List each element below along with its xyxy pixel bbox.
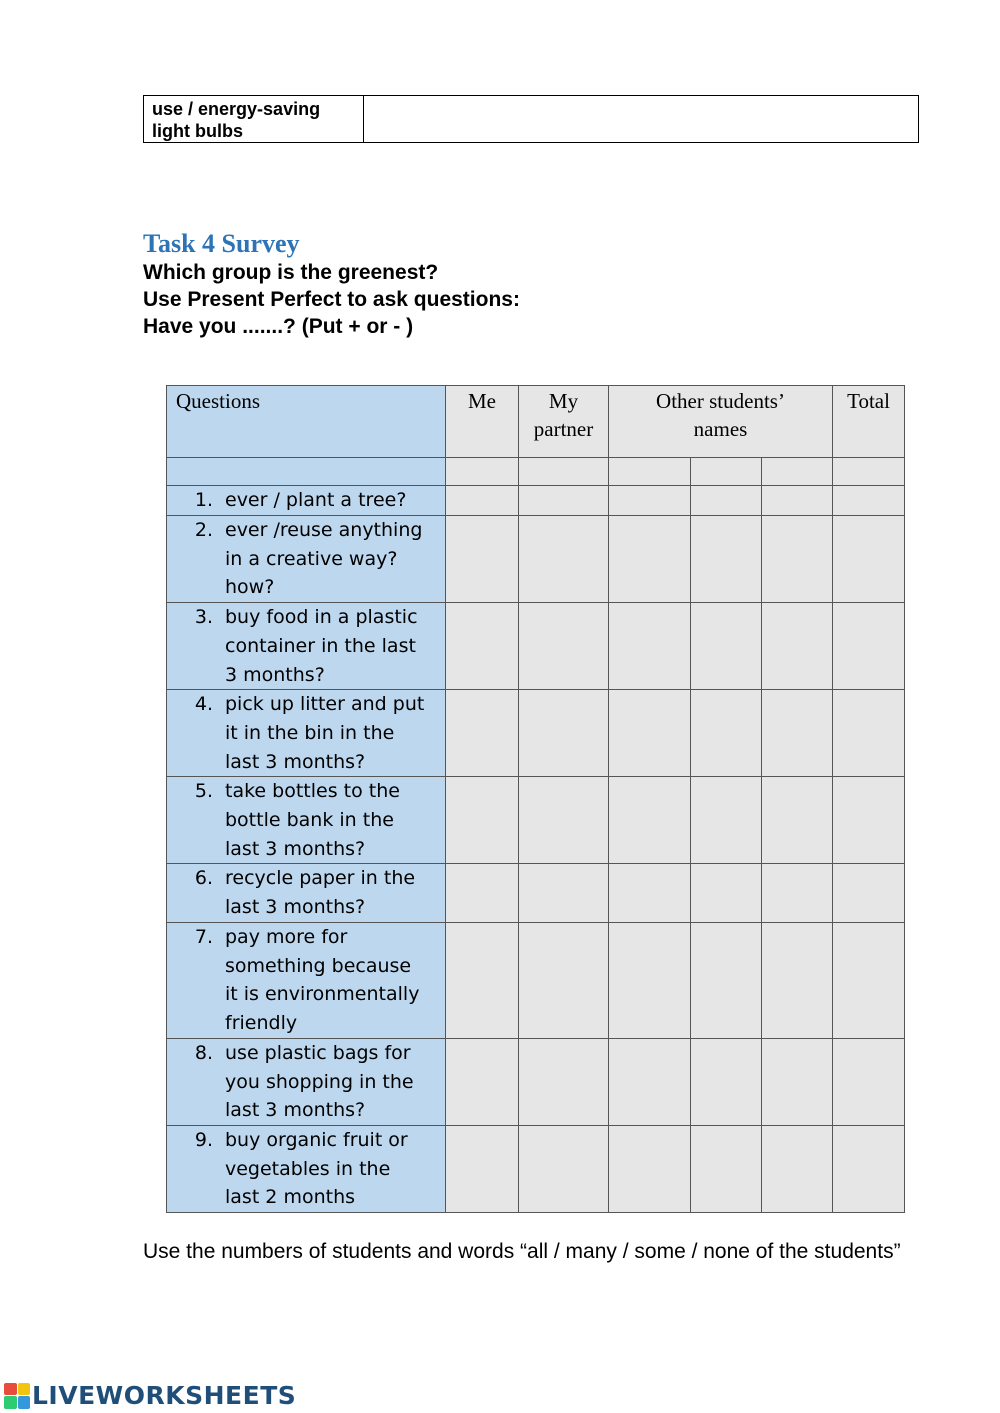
answer-cell[interactable] — [691, 690, 762, 777]
question-text-line: vegetables in the — [225, 1157, 391, 1180]
questions-header-label: Questions — [176, 389, 260, 413]
answer-cell[interactable] — [609, 1125, 691, 1212]
question-row — [167, 864, 905, 922]
answer-cell[interactable] — [609, 690, 691, 777]
answer-cell[interactable] — [833, 922, 905, 1038]
answer-cell[interactable] — [519, 864, 609, 922]
answer-cell[interactable] — [691, 864, 762, 922]
instruction-line-1: Which group is the greenest? — [143, 261, 439, 284]
question-row — [167, 922, 905, 1038]
question-text-line: buy organic fruit or — [225, 1128, 408, 1151]
question-cell — [167, 603, 446, 690]
answer-cell[interactable] — [446, 690, 519, 777]
question-text — [225, 486, 445, 515]
question-text-line: container in the last — [225, 634, 416, 657]
answer-cell[interactable] — [446, 1038, 519, 1125]
question-number: 2. — [194, 519, 213, 541]
instruction-line-3: Have you .......? (Put + or - ) — [143, 315, 414, 338]
answer-cell[interactable] — [833, 603, 905, 690]
total-header — [833, 386, 905, 458]
answer-cell[interactable] — [691, 486, 762, 516]
question-text-line: ever / plant a tree? — [225, 489, 407, 511]
answer-cell[interactable] — [446, 777, 519, 864]
question-text — [225, 690, 445, 776]
question-text-line: use plastic bags for — [225, 1041, 411, 1064]
question-text-line: you shopping in the — [225, 1070, 414, 1093]
question-text — [225, 603, 445, 689]
answer-cell[interactable] — [519, 1125, 609, 1212]
answer-cell[interactable] — [762, 1038, 833, 1125]
question-text-line: last 2 months — [225, 1186, 356, 1209]
question-text-line: 3 months? — [225, 663, 325, 686]
answer-cell[interactable] — [762, 864, 833, 922]
answer-cell[interactable] — [446, 603, 519, 690]
question-text-line: it in the bin in the — [225, 721, 395, 744]
question-text-line: it is environmentally — [225, 983, 420, 1006]
task-title: Task 4 Survey — [143, 229, 300, 258]
partner-header-label: My — [548, 389, 579, 413]
question-text-line: how? — [225, 576, 275, 599]
answer-cell[interactable] — [609, 864, 691, 922]
question-text-line: friendly — [225, 1011, 298, 1034]
logo-block — [4, 1396, 17, 1409]
student-name-cell[interactable] — [691, 458, 762, 486]
liveworksheets-logo — [4, 1381, 296, 1410]
other-students-header-label: Other students’ — [656, 389, 785, 413]
question-cell — [167, 690, 446, 777]
answer-cell[interactable] — [519, 777, 609, 864]
answer-cell[interactable] — [833, 458, 905, 486]
question-row — [167, 603, 905, 690]
previous-table-last-row — [143, 95, 919, 143]
answer-cell[interactable] — [609, 922, 691, 1038]
question-number: 6. — [194, 867, 213, 890]
answer-cell[interactable] — [609, 777, 691, 864]
answer-cell[interactable] — [691, 777, 762, 864]
answer-cell[interactable] — [762, 690, 833, 777]
question-number: 5. — [194, 780, 213, 803]
question-text-line: take bottles to the — [225, 780, 400, 803]
answer-cell[interactable] — [833, 516, 905, 603]
question-number: 9. — [194, 1128, 213, 1151]
question-text-line: last 3 months? — [225, 1099, 366, 1122]
answer-cell[interactable] — [762, 603, 833, 690]
answer-cell[interactable] — [609, 603, 691, 690]
question-text-line: in a creative way? — [225, 547, 398, 570]
question-number: 3. — [194, 606, 213, 629]
question-cell — [167, 922, 446, 1038]
question-row — [167, 1125, 905, 1212]
answer-cell[interactable] — [691, 603, 762, 690]
question-cell — [167, 1125, 446, 1212]
header-row — [167, 386, 905, 458]
partner-header-label: partner — [533, 417, 594, 441]
table-cell-answer[interactable] — [364, 96, 918, 142]
answer-cell[interactable] — [691, 1038, 762, 1125]
answer-cell[interactable] — [691, 922, 762, 1038]
question-text — [225, 1039, 445, 1125]
total-header-label: Total — [847, 389, 890, 413]
question-text — [225, 923, 445, 1038]
question-row — [167, 516, 905, 603]
answer-cell[interactable] — [446, 864, 519, 922]
question-number: 7. — [194, 925, 213, 948]
answer-cell[interactable] — [519, 922, 609, 1038]
question-text-line: bottle bank in the — [225, 809, 394, 832]
questions-header — [167, 386, 446, 458]
question-text-line: pay more for — [225, 925, 348, 948]
answer-cell[interactable] — [519, 486, 609, 516]
answer-cell[interactable] — [446, 486, 519, 516]
question-text — [225, 516, 445, 602]
table-cell-label — [144, 96, 364, 142]
logo-block — [4, 1383, 17, 1396]
answer-cell[interactable] — [833, 777, 905, 864]
answer-cell[interactable] — [519, 1038, 609, 1125]
cell-text-line: use / energy-saving — [152, 99, 321, 119]
answer-cell[interactable] — [833, 690, 905, 777]
answer-cell[interactable] — [446, 1125, 519, 1212]
answer-cell[interactable] — [762, 1125, 833, 1212]
answer-cell[interactable] — [833, 1125, 905, 1212]
logo-block — [18, 1383, 31, 1396]
question-number: 8. — [194, 1041, 213, 1064]
answer-cell[interactable] — [833, 486, 905, 516]
names-row — [167, 458, 905, 486]
answer-cell[interactable] — [691, 1125, 762, 1212]
question-cell — [167, 486, 446, 516]
answer-cell[interactable] — [691, 516, 762, 603]
student-name-cell[interactable] — [609, 458, 691, 486]
answer-cell[interactable] — [762, 516, 833, 603]
answer-cell[interactable] — [519, 516, 609, 603]
answer-cell[interactable] — [609, 486, 691, 516]
answer-cell[interactable] — [446, 516, 519, 603]
question-text — [225, 864, 445, 921]
footer-instruction: Use the numbers of students and words “all / many / some / none of the students” — [143, 1240, 901, 1263]
question-text-line: recycle paper in the — [225, 867, 416, 890]
student-name-cell[interactable] — [762, 458, 833, 486]
answer-cell[interactable] — [519, 603, 609, 690]
question-number: 1. — [194, 489, 213, 511]
question-row — [167, 777, 905, 864]
question-text — [225, 1126, 445, 1212]
logo-text: LIVEWORKSHEETS — [32, 1381, 297, 1410]
other-students-header-label: names — [693, 417, 748, 441]
logo-block — [18, 1396, 31, 1409]
question-text-line: last 3 months? — [225, 896, 366, 919]
question-text-line: something because — [225, 954, 412, 977]
question-text-line: buy food in a plastic — [225, 606, 418, 629]
answer-cell[interactable] — [762, 777, 833, 864]
question-text-line: ever /reuse anything — [225, 519, 423, 541]
logo-icon — [4, 1383, 30, 1409]
answer-cell[interactable] — [762, 486, 833, 516]
answer-cell[interactable] — [609, 516, 691, 603]
question-row — [167, 1038, 905, 1125]
question-cell — [167, 516, 446, 603]
answer-cell[interactable] — [519, 458, 609, 486]
names-row-label-cell — [167, 458, 446, 486]
answer-cell[interactable] — [833, 1038, 905, 1125]
survey-table — [166, 385, 905, 1213]
other-students-header — [609, 386, 833, 458]
question-cell — [167, 777, 446, 864]
answer-cell[interactable] — [833, 864, 905, 922]
answer-cell[interactable] — [762, 922, 833, 1038]
partner-header — [519, 386, 609, 458]
me-header-label: Me — [468, 389, 496, 413]
answer-cell[interactable] — [609, 1038, 691, 1125]
question-cell — [167, 864, 446, 922]
answer-cell[interactable] — [519, 690, 609, 777]
me-header — [446, 386, 519, 458]
question-cell — [167, 1038, 446, 1125]
question-text-line: pick up litter and put — [225, 693, 425, 716]
instruction-line-2: Use Present Perfect to ask questions: — [143, 288, 520, 311]
question-row — [167, 486, 905, 516]
answer-cell[interactable] — [446, 922, 519, 1038]
question-number: 4. — [194, 693, 213, 716]
answer-cell[interactable] — [446, 458, 519, 486]
question-row — [167, 690, 905, 777]
question-text — [225, 777, 445, 863]
question-text-line: last 3 months? — [225, 750, 366, 773]
question-text-line: last 3 months? — [225, 837, 366, 860]
cell-text-line: light bulbs — [152, 121, 243, 141]
